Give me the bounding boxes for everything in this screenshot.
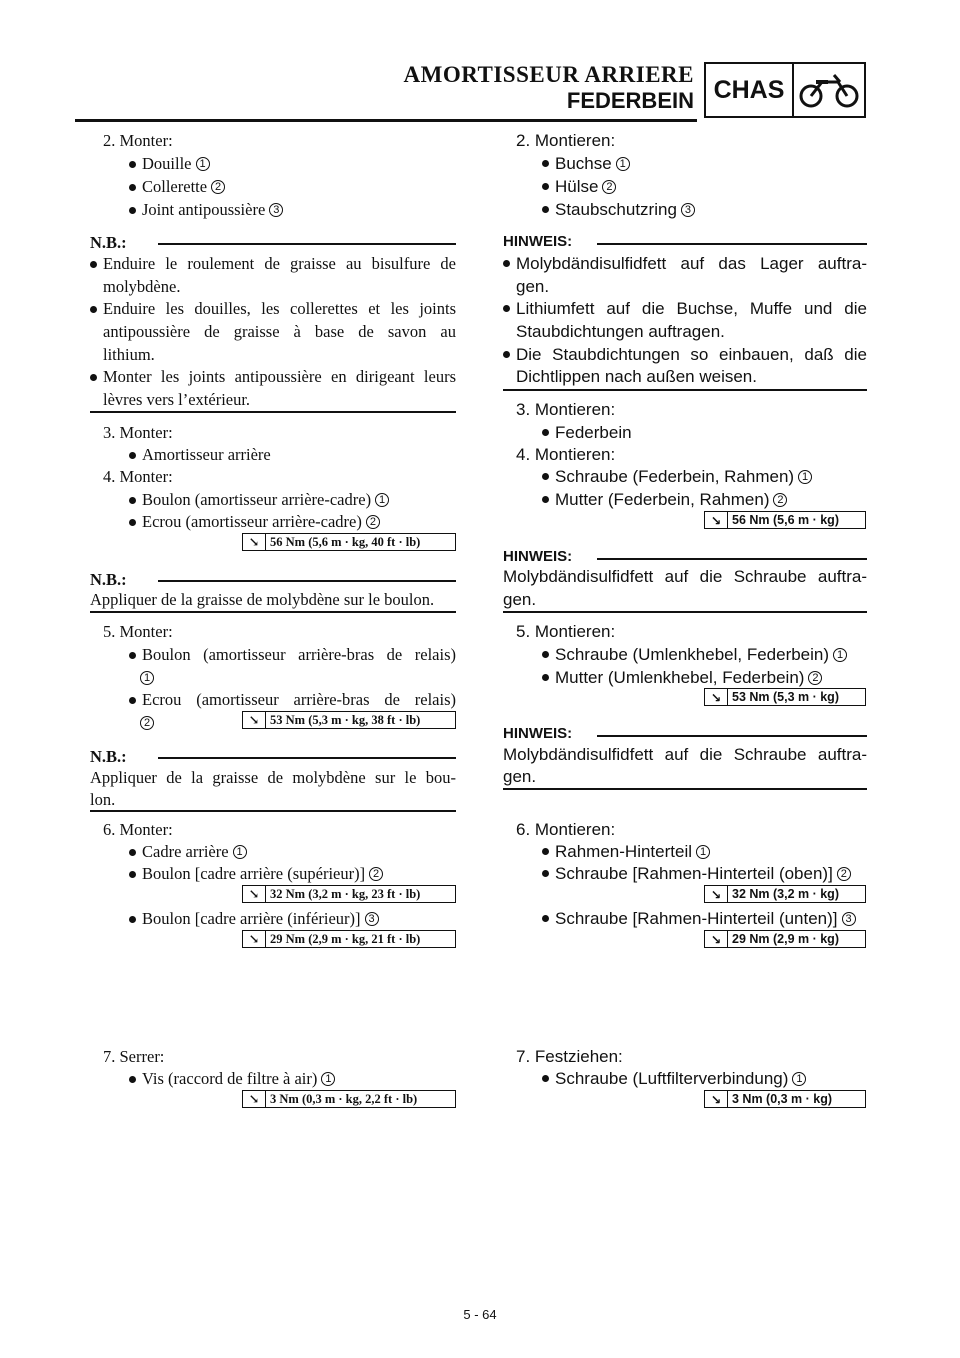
page-number: 5 - 64 bbox=[463, 1307, 497, 1322]
de-hinweis-text: Lithiumfett auf die Buchse, Muffe und die bbox=[503, 299, 867, 319]
fr-torque-spec: ↘ 56 Nm (5,6 m · kg, 40 ft · lb) bbox=[242, 533, 456, 551]
fr-list-item: Vis (raccord de filtre à air) 1 bbox=[129, 1069, 335, 1089]
fr-nb-text: Appliquer de la graisse de molybdène sur le bou- bbox=[90, 768, 456, 787]
de-list-item: Buchse 1 bbox=[542, 154, 630, 174]
wrench-icon: ↘ bbox=[243, 534, 266, 550]
fr-torque-spec: ↘ 32 Nm (3,2 m · kg, 23 ft · lb) bbox=[242, 885, 456, 903]
fr-list-item: Douille 1 bbox=[129, 154, 210, 174]
de-list-item: Schraube (Federbein, Rahmen) 1 bbox=[542, 467, 812, 487]
fr-step-4: 4. Monter: bbox=[103, 467, 173, 486]
de-hinweis-label: HINWEIS: bbox=[503, 233, 573, 250]
fr-nb-end-rule bbox=[90, 810, 456, 812]
fr-step-5: 5. Monter: bbox=[103, 622, 173, 641]
de-hinweis-rule bbox=[597, 735, 867, 737]
wrench-icon: ↘ bbox=[243, 931, 266, 947]
de-list-item: Mutter (Umlenkhebel, Federbein) 2 bbox=[542, 668, 822, 688]
de-list-item: Mutter (Federbein, Rahmen) 2 bbox=[542, 490, 787, 510]
fr-nb-text: lèvres vers l’extérieur. bbox=[103, 390, 251, 409]
fr-step-3: 3. Monter: bbox=[103, 423, 173, 442]
fr-nb-end-rule bbox=[90, 411, 456, 413]
de-step-6: 6. Montieren: bbox=[516, 820, 616, 839]
de-step-4: 4. Montieren: bbox=[516, 445, 616, 464]
de-torque-spec: ↘ 32 Nm (3,2 m · kg) bbox=[704, 885, 866, 903]
fr-list-item: Amortisseur arrière bbox=[129, 445, 271, 465]
fr-list-item: Ecrou (amortisseur arrière-cadre) 2 bbox=[129, 512, 380, 532]
de-hinweis-text: Molybdändisulfidfett auf das Lager auftra- bbox=[503, 254, 867, 274]
fr-list-item: Ecrou (amortisseur arrière-bras de relais) bbox=[129, 690, 456, 710]
fr-nb-text: Enduire le roulement de graisse au bisulfure de bbox=[90, 254, 456, 274]
de-list-item: Hülse 2 bbox=[542, 177, 616, 197]
fr-nb-rule bbox=[158, 243, 456, 245]
de-torque-spec: ↘ 53 Nm (5,3 m · kg) bbox=[704, 688, 866, 706]
de-step-7: 7. Festziehen: bbox=[516, 1047, 623, 1066]
de-hinweis-rule bbox=[597, 558, 867, 560]
wrench-icon: ↘ bbox=[243, 1091, 266, 1107]
de-hinweis-text: Dichtlippen nach außen weisen. bbox=[516, 367, 757, 386]
fr-torque-spec: ↘ 29 Nm (2,9 m · kg, 21 ft · lb) bbox=[242, 930, 456, 948]
fr-nb-rule bbox=[158, 757, 456, 759]
de-list-item: Schraube (Umlenkhebel, Federbein) 1 bbox=[542, 645, 847, 665]
header-title-fr: AMORTISSEUR ARRIERE bbox=[403, 62, 694, 87]
fr-callout: 1 bbox=[140, 668, 154, 688]
fr-list-item: Collerette 2 bbox=[129, 177, 225, 197]
de-step-2: 2. Montieren: bbox=[516, 131, 616, 150]
de-step-3: 3. Montieren: bbox=[516, 400, 616, 419]
fr-list-item: Boulon [cadre arrière (inférieur)] 3 bbox=[129, 909, 379, 929]
de-hinweis-end-rule bbox=[503, 611, 867, 613]
wrench-icon: ↘ bbox=[705, 931, 728, 947]
fr-nb-label: N.B.: bbox=[90, 570, 127, 589]
de-list-item: Rahmen-Hinterteil 1 bbox=[542, 842, 710, 862]
fr-step-6: 6. Monter: bbox=[103, 820, 173, 839]
wrench-icon: ↘ bbox=[705, 512, 728, 528]
fr-list-item: Boulon (amortisseur arrière-cadre) 1 bbox=[129, 490, 389, 510]
fr-nb-text: lithium. bbox=[103, 345, 155, 364]
fr-list-item: Boulon [cadre arrière (supérieur)] 2 bbox=[129, 864, 383, 884]
wrench-icon: ↘ bbox=[705, 1091, 728, 1107]
section-label: CHAS bbox=[706, 64, 794, 116]
fr-nb-end-rule bbox=[90, 611, 456, 613]
de-hinweis-text: Staubdichtungen auftragen. bbox=[516, 322, 725, 341]
de-torque-spec: ↘ 3 Nm (0,3 m · kg) bbox=[704, 1090, 866, 1108]
section-box bbox=[704, 62, 866, 118]
fr-torque-spec: ↘ 3 Nm (0,3 m · kg, 2,2 ft · lb) bbox=[242, 1090, 456, 1108]
fr-nb-text: Enduire les douilles, les collerettes et les joints bbox=[90, 299, 456, 319]
fr-step-7: 7. Serrer: bbox=[103, 1047, 165, 1066]
fr-nb-label: N.B.: bbox=[90, 747, 127, 766]
fr-nb-text: molybdène. bbox=[103, 277, 181, 296]
de-hinweis-text: gen. bbox=[516, 277, 550, 296]
wrench-icon: ↘ bbox=[243, 886, 266, 902]
de-step-5: 5. Montieren: bbox=[516, 622, 616, 641]
fr-torque-spec: ↘ 53 Nm (5,3 m · kg, 38 ft · lb) bbox=[242, 711, 456, 729]
de-torque-spec: ↘ 29 Nm (2,9 m · kg) bbox=[704, 930, 866, 948]
fr-nb-text: antipoussière de graisse à base de savon au bbox=[103, 322, 456, 341]
de-list-item: Schraube (Luftfilterverbindung) 1 bbox=[542, 1069, 806, 1089]
wrench-icon: ↘ bbox=[705, 886, 728, 902]
motorcycle-icon bbox=[794, 64, 864, 116]
de-hinweis-text: gen. bbox=[503, 767, 537, 786]
fr-list-item: Joint antipoussière 3 bbox=[129, 200, 283, 220]
de-list-item: Schraube [Rahmen-Hinterteil (unten)] 3 bbox=[542, 909, 856, 929]
header-rule bbox=[75, 119, 697, 122]
fr-nb-text: lon. bbox=[90, 790, 116, 809]
fr-step-2: 2. Monter: bbox=[103, 131, 173, 150]
de-hinweis-text: Molybdändisulfidfett auf die Schraube auftra- bbox=[503, 567, 867, 586]
de-list-item: Federbein bbox=[542, 423, 632, 443]
fr-list-item: Cadre arrière 1 bbox=[129, 842, 247, 862]
header-title-de: FEDERBEIN bbox=[566, 88, 694, 113]
de-hinweis-end-rule bbox=[503, 788, 867, 790]
fr-nb-label: N.B.: bbox=[90, 233, 127, 252]
de-torque-spec: ↘ 56 Nm (5,6 m · kg) bbox=[704, 511, 866, 529]
de-hinweis-rule bbox=[597, 243, 867, 245]
fr-nb-text: Appliquer de la graisse de molybdène sur le boulon. bbox=[90, 590, 435, 609]
fr-nb-rule bbox=[158, 580, 456, 582]
fr-list-item: Boulon (amortisseur arrière-bras de relais) bbox=[129, 645, 456, 665]
fr-callout: 2 bbox=[140, 713, 154, 733]
de-hinweis-text: Molybdändisulfidfett auf die Schraube auftra- bbox=[503, 745, 867, 764]
wrench-icon: ↘ bbox=[243, 712, 266, 728]
wrench-icon: ↘ bbox=[705, 689, 728, 705]
de-list-item: Staubschutzring 3 bbox=[542, 200, 695, 220]
de-hinweis-text: Die Staubdichtungen so einbauen, daß die bbox=[503, 345, 867, 365]
de-hinweis-label: HINWEIS: bbox=[503, 548, 573, 565]
de-list-item: Schraube [Rahmen-Hinterteil (oben)] 2 bbox=[542, 864, 851, 884]
de-hinweis-label: HINWEIS: bbox=[503, 725, 573, 742]
de-hinweis-end-rule bbox=[503, 389, 867, 391]
de-hinweis-text: gen. bbox=[503, 590, 537, 609]
fr-nb-text: Monter les joints antipoussière en dirigeant leurs bbox=[90, 367, 456, 387]
